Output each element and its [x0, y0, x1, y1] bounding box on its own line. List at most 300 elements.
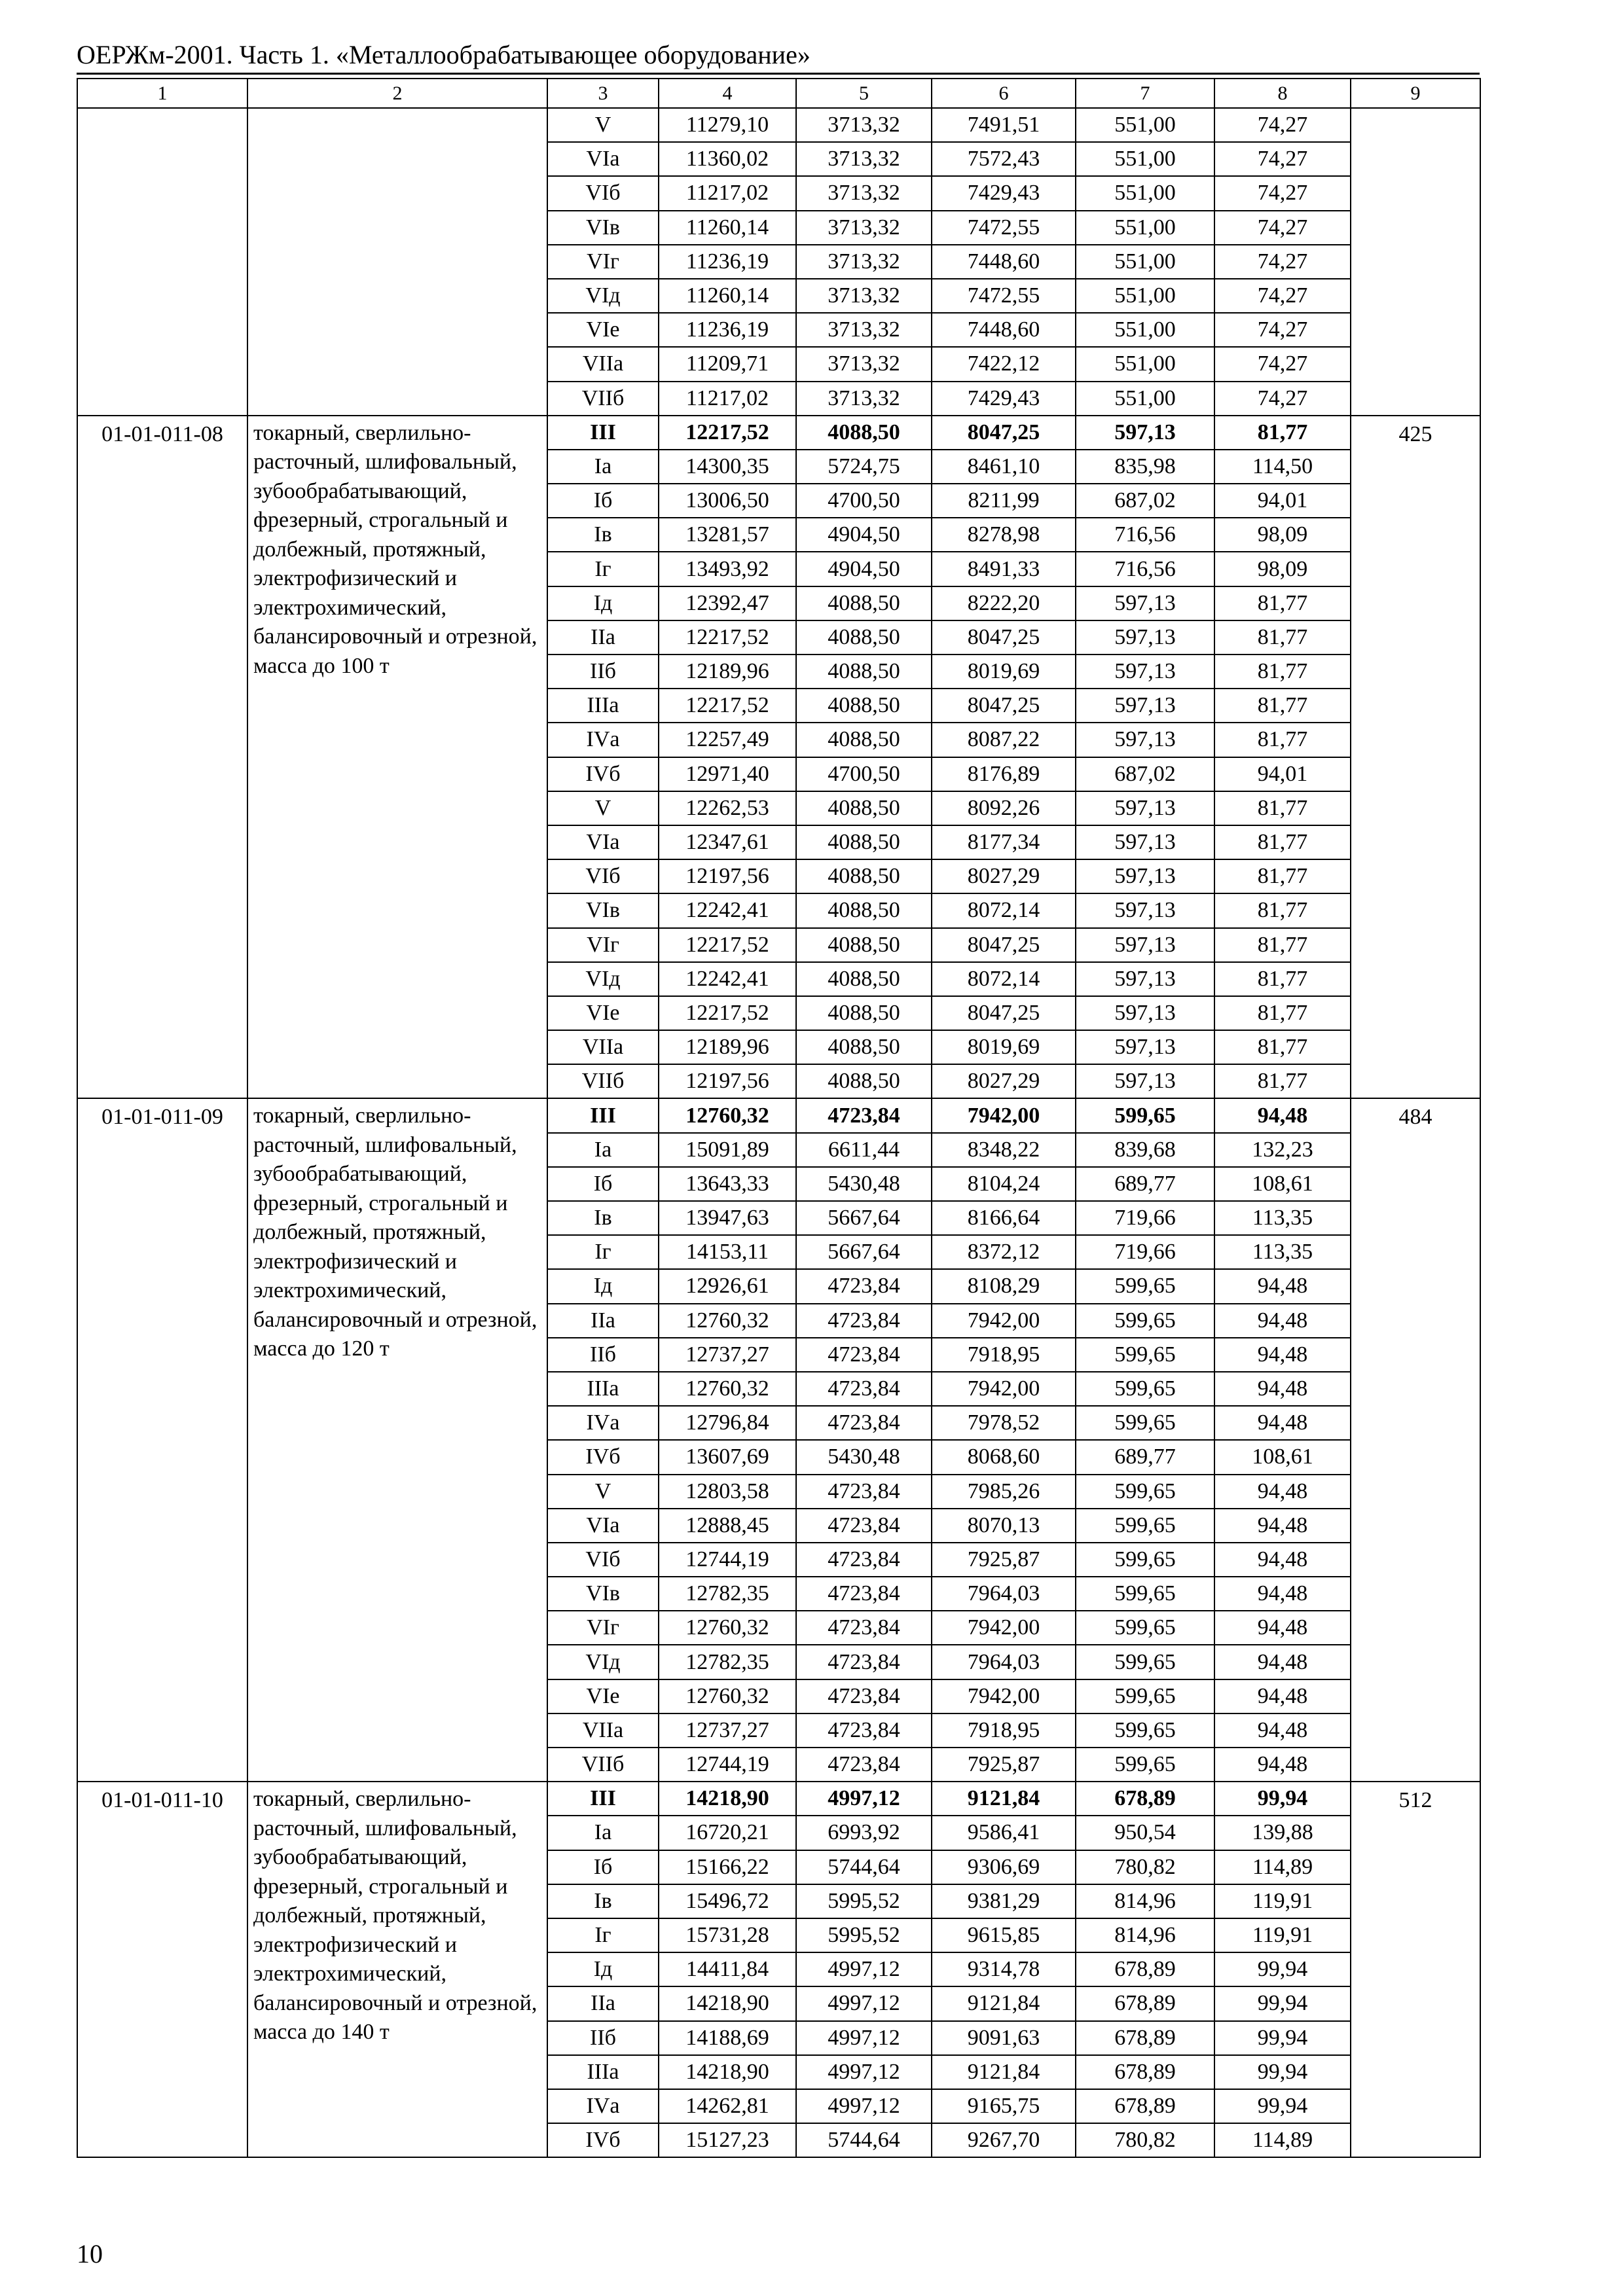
zone-cell: IIа [547, 1304, 659, 1338]
column-number: 3 [547, 79, 659, 108]
machine-cost-cell: 7422,12 [932, 347, 1076, 381]
cost-total-cell: 14218,90 [659, 1782, 796, 1816]
operator-wage-cell: 551,00 [1076, 382, 1214, 416]
machine-cost-cell: 8068,60 [932, 1440, 1076, 1474]
zone-cell: Iв [547, 1201, 659, 1235]
machine-cost-cell: 9314,78 [932, 1952, 1076, 1986]
machine-cost-cell: 7472,55 [932, 279, 1076, 313]
zone-cell: Iб [547, 484, 659, 518]
cost-total-cell: 12347,61 [659, 825, 796, 859]
code-cell: 01-01-011-08 [77, 416, 247, 1099]
cost-total-cell: 12242,41 [659, 893, 796, 927]
labor-cost-cell: 3713,32 [796, 313, 932, 347]
materials-cost-cell: 94,48 [1214, 1509, 1351, 1543]
zone-cell: VIIа [547, 1713, 659, 1748]
operator-wage-cell: 597,13 [1076, 825, 1214, 859]
zone-cell: VIг [547, 245, 659, 279]
machine-cost-cell: 8348,22 [932, 1133, 1076, 1167]
labor-cost-cell: 3713,32 [796, 382, 932, 416]
operator-wage-cell: 599,65 [1076, 1713, 1214, 1748]
operator-wage-cell: 835,98 [1076, 450, 1214, 484]
column-number: 9 [1351, 79, 1480, 108]
labor-cost-cell: 3713,32 [796, 108, 932, 142]
machine-cost-cell: 8176,89 [932, 757, 1076, 791]
labor-cost-cell: 5744,64 [796, 1850, 932, 1884]
zone-cell: VIв [547, 1577, 659, 1611]
operator-wage-cell: 814,96 [1076, 1918, 1214, 1952]
cost-total-cell: 11236,19 [659, 313, 796, 347]
machine-cost-cell: 7448,60 [932, 245, 1076, 279]
machine-cost-cell: 9121,84 [932, 2055, 1076, 2089]
zone-cell: VIа [547, 825, 659, 859]
zone-cell: VIб [547, 859, 659, 893]
materials-cost-cell: 81,77 [1214, 1064, 1351, 1098]
cost-total-cell: 12262,53 [659, 791, 796, 825]
machine-cost-cell: 9121,84 [932, 1986, 1076, 2020]
materials-cost-cell: 81,77 [1214, 586, 1351, 620]
operator-wage-cell: 551,00 [1076, 313, 1214, 347]
labor-cost-cell: 4088,50 [796, 791, 932, 825]
materials-cost-cell: 99,94 [1214, 1782, 1351, 1816]
zone-cell: IVб [547, 2123, 659, 2157]
materials-cost-cell: 81,77 [1214, 996, 1351, 1030]
materials-cost-cell: 81,77 [1214, 928, 1351, 962]
labor-cost-cell: 5995,52 [796, 1884, 932, 1918]
labor-cost-cell: 4088,50 [796, 1064, 932, 1098]
labor-cost-cell: 4723,84 [796, 1406, 932, 1440]
labor-cost-cell: 4723,84 [796, 1577, 932, 1611]
machine-cost-cell: 8047,25 [932, 996, 1076, 1030]
machine-cost-cell: 7925,87 [932, 1748, 1076, 1782]
price-table [77, 78, 1481, 2158]
operator-wage-cell: 597,13 [1076, 1030, 1214, 1064]
cost-total-cell: 12782,35 [659, 1577, 796, 1611]
cost-total-cell: 12803,58 [659, 1475, 796, 1509]
zone-cell: VIе [547, 996, 659, 1030]
operator-wage-cell: 597,13 [1076, 620, 1214, 655]
operator-wage-cell: 814,96 [1076, 1884, 1214, 1918]
machine-cost-cell: 7925,87 [932, 1543, 1076, 1577]
zone-cell: Iб [547, 1167, 659, 1201]
total-cell: 425 [1351, 416, 1480, 1099]
zone-cell: Iв [547, 518, 659, 552]
zone-cell: VIа [547, 142, 659, 176]
labor-cost-cell: 3713,32 [796, 176, 932, 210]
operator-wage-cell: 687,02 [1076, 757, 1214, 791]
machine-cost-cell: 8027,29 [932, 859, 1076, 893]
labor-cost-cell: 3713,32 [796, 245, 932, 279]
labor-cost-cell: 4723,84 [796, 1748, 932, 1782]
materials-cost-cell: 119,91 [1214, 1884, 1351, 1918]
materials-cost-cell: 94,48 [1214, 1577, 1351, 1611]
operator-wage-cell: 716,56 [1076, 552, 1214, 586]
machine-cost-cell: 8070,13 [932, 1509, 1076, 1543]
machine-cost-cell: 9165,75 [932, 2089, 1076, 2123]
cost-total-cell: 12782,35 [659, 1645, 796, 1679]
operator-wage-cell: 687,02 [1076, 484, 1214, 518]
operator-wage-cell: 689,77 [1076, 1167, 1214, 1201]
materials-cost-cell: 81,77 [1214, 655, 1351, 689]
operator-wage-cell: 719,66 [1076, 1201, 1214, 1235]
zone-cell: V [547, 791, 659, 825]
materials-cost-cell: 94,48 [1214, 1611, 1351, 1645]
operator-wage-cell: 716,56 [1076, 518, 1214, 552]
materials-cost-cell: 99,94 [1214, 2055, 1351, 2089]
labor-cost-cell: 5995,52 [796, 1918, 932, 1952]
materials-cost-cell: 99,94 [1214, 1986, 1351, 2020]
machine-cost-cell: 7964,03 [932, 1645, 1076, 1679]
zone-cell: Iд [547, 1952, 659, 1986]
materials-cost-cell: 113,35 [1214, 1235, 1351, 1269]
cost-total-cell: 11217,02 [659, 382, 796, 416]
zone-cell: IIб [547, 655, 659, 689]
operator-wage-cell: 599,65 [1076, 1611, 1214, 1645]
cost-total-cell: 11209,71 [659, 347, 796, 381]
total-cell [1351, 108, 1480, 416]
zone-cell: IVа [547, 1406, 659, 1440]
description-cell: токарный, сверлильно-расточный, шлифовальный, зубообрабатывающий, фрезерный, строгальный и долбежный, протяжный, электрофизический и электрохимический, балансировочный и отрезной, масса до 100 т [247, 416, 547, 1099]
cost-total-cell: 12257,49 [659, 723, 796, 757]
machine-cost-cell: 7942,00 [932, 1098, 1076, 1132]
code-cell: 01-01-011-10 [77, 1782, 247, 2157]
zone-cell: III [547, 416, 659, 450]
machine-cost-cell: 7491,51 [932, 108, 1076, 142]
materials-cost-cell: 74,27 [1214, 245, 1351, 279]
labor-cost-cell: 5667,64 [796, 1201, 932, 1235]
cost-total-cell: 13643,33 [659, 1167, 796, 1201]
cost-total-cell: 12888,45 [659, 1509, 796, 1543]
machine-cost-cell: 8047,25 [932, 928, 1076, 962]
operator-wage-cell: 551,00 [1076, 347, 1214, 381]
labor-cost-cell: 4997,12 [796, 2089, 932, 2123]
table-body [77, 79, 1480, 2157]
zone-cell: IIб [547, 2021, 659, 2055]
materials-cost-cell: 114,50 [1214, 450, 1351, 484]
operator-wage-cell: 689,77 [1076, 1440, 1214, 1474]
labor-cost-cell: 3713,32 [796, 347, 932, 381]
materials-cost-cell: 94,01 [1214, 757, 1351, 791]
machine-cost-cell: 7918,95 [932, 1713, 1076, 1748]
cost-total-cell: 14218,90 [659, 2055, 796, 2089]
materials-cost-cell: 94,48 [1214, 1679, 1351, 1713]
materials-cost-cell: 114,89 [1214, 1850, 1351, 1884]
labor-cost-cell: 4723,84 [796, 1269, 932, 1303]
machine-cost-cell: 9306,69 [932, 1850, 1076, 1884]
cost-total-cell: 12744,19 [659, 1543, 796, 1577]
machine-cost-cell: 7942,00 [932, 1372, 1076, 1406]
cost-total-cell: 12926,61 [659, 1269, 796, 1303]
machine-cost-cell: 7918,95 [932, 1338, 1076, 1372]
operator-wage-cell: 678,89 [1076, 2021, 1214, 2055]
machine-cost-cell: 8177,34 [932, 825, 1076, 859]
cost-total-cell: 12217,52 [659, 996, 796, 1030]
cost-total-cell: 14218,90 [659, 1986, 796, 2020]
cost-total-cell: 12760,32 [659, 1304, 796, 1338]
machine-cost-cell: 8166,64 [932, 1201, 1076, 1235]
machine-cost-cell: 7942,00 [932, 1611, 1076, 1645]
cost-total-cell: 14411,84 [659, 1952, 796, 1986]
labor-cost-cell: 4088,50 [796, 723, 932, 757]
machine-cost-cell: 7964,03 [932, 1577, 1076, 1611]
materials-cost-cell: 74,27 [1214, 142, 1351, 176]
operator-wage-cell: 719,66 [1076, 1235, 1214, 1269]
labor-cost-cell: 3713,32 [796, 142, 932, 176]
materials-cost-cell: 132,23 [1214, 1133, 1351, 1167]
zone-cell: Iг [547, 1918, 659, 1952]
table-row [77, 1098, 1480, 1132]
zone-cell: VIа [547, 1509, 659, 1543]
labor-cost-cell: 4723,84 [796, 1611, 932, 1645]
zone-cell: V [547, 108, 659, 142]
cost-total-cell: 11260,14 [659, 211, 796, 245]
materials-cost-cell: 99,94 [1214, 2089, 1351, 2123]
operator-wage-cell: 780,82 [1076, 2123, 1214, 2157]
zone-cell: IIа [547, 620, 659, 655]
materials-cost-cell: 119,91 [1214, 1918, 1351, 1952]
machine-cost-cell: 7978,52 [932, 1406, 1076, 1440]
machine-cost-cell: 7942,00 [932, 1304, 1076, 1338]
machine-cost-cell: 7942,00 [932, 1679, 1076, 1713]
cost-total-cell: 11260,14 [659, 279, 796, 313]
labor-cost-cell: 4723,84 [796, 1338, 932, 1372]
operator-wage-cell: 599,65 [1076, 1304, 1214, 1338]
labor-cost-cell: 4723,84 [796, 1713, 932, 1748]
cost-total-cell: 12737,27 [659, 1713, 796, 1748]
operator-wage-cell: 551,00 [1076, 279, 1214, 313]
machine-cost-cell: 8491,33 [932, 552, 1076, 586]
materials-cost-cell: 81,77 [1214, 893, 1351, 927]
zone-cell: VIд [547, 962, 659, 996]
labor-cost-cell: 4723,84 [796, 1304, 932, 1338]
zone-cell: VIд [547, 1645, 659, 1679]
zone-cell: VIIа [547, 347, 659, 381]
column-number: 6 [932, 79, 1076, 108]
machine-cost-cell: 9091,63 [932, 2021, 1076, 2055]
total-cell: 512 [1351, 1782, 1480, 2157]
cost-total-cell: 12744,19 [659, 1748, 796, 1782]
materials-cost-cell: 108,61 [1214, 1167, 1351, 1201]
zone-cell: VIе [547, 313, 659, 347]
cost-total-cell: 14262,81 [659, 2089, 796, 2123]
labor-cost-cell: 4088,50 [796, 586, 932, 620]
cost-total-cell: 12189,96 [659, 655, 796, 689]
materials-cost-cell: 74,27 [1214, 176, 1351, 210]
labor-cost-cell: 4904,50 [796, 518, 932, 552]
machine-cost-cell: 8211,99 [932, 484, 1076, 518]
cost-total-cell: 12796,84 [659, 1406, 796, 1440]
zone-cell: Iг [547, 552, 659, 586]
machine-cost-cell: 8372,12 [932, 1235, 1076, 1269]
operator-wage-cell: 551,00 [1076, 245, 1214, 279]
labor-cost-cell: 5724,75 [796, 450, 932, 484]
operator-wage-cell: 597,13 [1076, 859, 1214, 893]
zone-cell: Iг [547, 1235, 659, 1269]
machine-cost-cell: 8047,25 [932, 620, 1076, 655]
description-cell: токарный, сверлильно-расточный, шлифовальный, зубообрабатывающий, фрезерный, строгальный и долбежный, протяжный, электрофизический и электрохимический, балансировочный и отрезной, масса до 140 т [247, 1782, 547, 2157]
machine-cost-cell: 8087,22 [932, 723, 1076, 757]
machine-cost-cell: 7429,43 [932, 176, 1076, 210]
materials-cost-cell: 114,89 [1214, 2123, 1351, 2157]
cost-total-cell: 15091,89 [659, 1133, 796, 1167]
cost-total-cell: 11360,02 [659, 142, 796, 176]
column-number: 8 [1214, 79, 1351, 108]
operator-wage-cell: 599,65 [1076, 1509, 1214, 1543]
cost-total-cell: 13607,69 [659, 1440, 796, 1474]
page-header: ОЕРЖм-2001. Часть 1. «Металлообрабатывающее оборудование» [77, 40, 811, 69]
materials-cost-cell: 81,77 [1214, 859, 1351, 893]
labor-cost-cell: 4997,12 [796, 1782, 932, 1816]
zone-cell: Iв [547, 1884, 659, 1918]
cost-total-cell: 12971,40 [659, 757, 796, 791]
machine-cost-cell: 7472,55 [932, 211, 1076, 245]
machine-cost-cell: 8072,14 [932, 962, 1076, 996]
page-number: 10 [77, 2239, 103, 2269]
labor-cost-cell: 4088,50 [796, 825, 932, 859]
cost-total-cell: 13947,63 [659, 1201, 796, 1235]
labor-cost-cell: 5430,48 [796, 1440, 932, 1474]
labor-cost-cell: 5744,64 [796, 2123, 932, 2157]
materials-cost-cell: 74,27 [1214, 279, 1351, 313]
labor-cost-cell: 4088,50 [796, 416, 932, 450]
operator-wage-cell: 599,65 [1076, 1372, 1214, 1406]
operator-wage-cell: 599,65 [1076, 1577, 1214, 1611]
table-row [77, 416, 1480, 450]
zone-cell: VIб [547, 176, 659, 210]
cost-total-cell: 12217,52 [659, 689, 796, 723]
materials-cost-cell: 81,77 [1214, 1030, 1351, 1064]
materials-cost-cell: 74,27 [1214, 108, 1351, 142]
column-number: 1 [77, 79, 247, 108]
machine-cost-cell: 8222,20 [932, 586, 1076, 620]
description-cell: токарный, сверлильно-расточный, шлифовальный, зубообрабатывающий, фрезерный, строгальный и долбежный, протяжный, электрофизический и электрохимический, балансировочный и отрезной, масса до 120 т [247, 1098, 547, 1782]
labor-cost-cell: 4723,84 [796, 1679, 932, 1713]
machine-cost-cell: 9381,29 [932, 1884, 1076, 1918]
cost-total-cell: 15166,22 [659, 1850, 796, 1884]
operator-wage-cell: 597,13 [1076, 586, 1214, 620]
operator-wage-cell: 597,13 [1076, 928, 1214, 962]
labor-cost-cell: 4723,84 [796, 1372, 932, 1406]
materials-cost-cell: 81,77 [1214, 723, 1351, 757]
labor-cost-cell: 4997,12 [796, 2055, 932, 2089]
machine-cost-cell: 7429,43 [932, 382, 1076, 416]
machine-cost-cell: 7572,43 [932, 142, 1076, 176]
operator-wage-cell: 597,13 [1076, 962, 1214, 996]
machine-cost-cell: 7985,26 [932, 1475, 1076, 1509]
column-number-row [77, 79, 1480, 108]
cost-total-cell: 12242,41 [659, 962, 796, 996]
labor-cost-cell: 4088,50 [796, 962, 932, 996]
zone-cell: IIIа [547, 689, 659, 723]
zone-cell: VIе [547, 1679, 659, 1713]
labor-cost-cell: 4088,50 [796, 859, 932, 893]
operator-wage-cell: 599,65 [1076, 1679, 1214, 1713]
cost-total-cell: 12189,96 [659, 1030, 796, 1064]
operator-wage-cell: 599,65 [1076, 1269, 1214, 1303]
cost-total-cell: 12760,32 [659, 1098, 796, 1132]
operator-wage-cell: 599,65 [1076, 1475, 1214, 1509]
materials-cost-cell: 81,77 [1214, 791, 1351, 825]
zone-cell: VIв [547, 211, 659, 245]
zone-cell: Iа [547, 1133, 659, 1167]
labor-cost-cell: 5667,64 [796, 1235, 932, 1269]
zone-cell: VIIб [547, 1748, 659, 1782]
machine-cost-cell: 8072,14 [932, 893, 1076, 927]
machine-cost-cell: 9586,41 [932, 1816, 1076, 1850]
zone-cell: III [547, 1098, 659, 1132]
zone-cell: VIIб [547, 382, 659, 416]
operator-wage-cell: 599,65 [1076, 1543, 1214, 1577]
operator-wage-cell: 597,13 [1076, 791, 1214, 825]
zone-cell: V [547, 1475, 659, 1509]
zone-cell: VIIб [547, 1064, 659, 1098]
materials-cost-cell: 74,27 [1214, 347, 1351, 381]
materials-cost-cell: 81,77 [1214, 689, 1351, 723]
labor-cost-cell: 6993,92 [796, 1816, 932, 1850]
operator-wage-cell: 678,89 [1076, 1782, 1214, 1816]
labor-cost-cell: 4088,50 [796, 689, 932, 723]
materials-cost-cell: 94,01 [1214, 484, 1351, 518]
zone-cell: Iд [547, 1269, 659, 1303]
machine-cost-cell: 8019,69 [932, 1030, 1076, 1064]
cost-total-cell: 11236,19 [659, 245, 796, 279]
materials-cost-cell: 98,09 [1214, 518, 1351, 552]
labor-cost-cell: 4723,84 [796, 1475, 932, 1509]
operator-wage-cell: 678,89 [1076, 2089, 1214, 2123]
zone-cell: IIIа [547, 2055, 659, 2089]
materials-cost-cell: 94,48 [1214, 1748, 1351, 1782]
labor-cost-cell: 4088,50 [796, 893, 932, 927]
zone-cell: VIв [547, 893, 659, 927]
zone-cell: VIг [547, 928, 659, 962]
labor-cost-cell: 4700,50 [796, 484, 932, 518]
operator-wage-cell: 597,13 [1076, 1064, 1214, 1098]
operator-wage-cell: 839,68 [1076, 1133, 1214, 1167]
materials-cost-cell: 94,48 [1214, 1098, 1351, 1132]
materials-cost-cell: 94,48 [1214, 1269, 1351, 1303]
operator-wage-cell: 551,00 [1076, 211, 1214, 245]
operator-wage-cell: 599,65 [1076, 1338, 1214, 1372]
operator-wage-cell: 597,13 [1076, 996, 1214, 1030]
zone-cell: III [547, 1782, 659, 1816]
operator-wage-cell: 597,13 [1076, 893, 1214, 927]
zone-cell: IVа [547, 2089, 659, 2123]
labor-cost-cell: 4088,50 [796, 1030, 932, 1064]
operator-wage-cell: 599,65 [1076, 1645, 1214, 1679]
materials-cost-cell: 94,48 [1214, 1338, 1351, 1372]
operator-wage-cell: 597,13 [1076, 689, 1214, 723]
description-cell [247, 108, 547, 416]
operator-wage-cell: 597,13 [1076, 416, 1214, 450]
cost-total-cell: 15127,23 [659, 2123, 796, 2157]
labor-cost-cell: 4088,50 [796, 655, 932, 689]
column-number: 5 [796, 79, 932, 108]
machine-cost-cell: 8461,10 [932, 450, 1076, 484]
column-number: 2 [247, 79, 547, 108]
operator-wage-cell: 599,65 [1076, 1406, 1214, 1440]
cost-total-cell: 15731,28 [659, 1918, 796, 1952]
operator-wage-cell: 678,89 [1076, 2055, 1214, 2089]
machine-cost-cell: 8104,24 [932, 1167, 1076, 1201]
zone-cell: Iа [547, 1816, 659, 1850]
operator-wage-cell: 551,00 [1076, 108, 1214, 142]
labor-cost-cell: 4700,50 [796, 757, 932, 791]
operator-wage-cell: 599,65 [1076, 1098, 1214, 1132]
materials-cost-cell: 108,61 [1214, 1440, 1351, 1474]
total-cell: 484 [1351, 1098, 1480, 1782]
operator-wage-cell: 950,54 [1076, 1816, 1214, 1850]
materials-cost-cell: 94,48 [1214, 1645, 1351, 1679]
table-row [77, 1782, 1480, 1816]
